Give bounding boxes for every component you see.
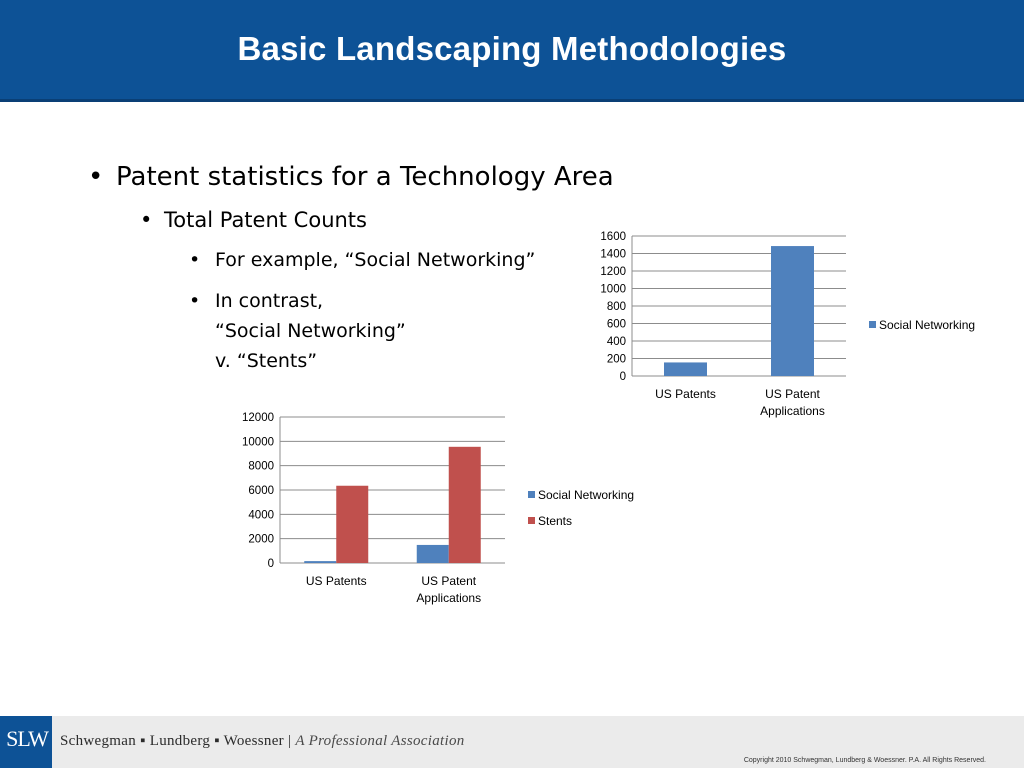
- y-tick-label: 600: [606, 318, 626, 331]
- x-category-label: Applications: [760, 404, 825, 418]
- bullet-line: “Social Networking”: [215, 320, 406, 342]
- bullet-text: Total Patent Counts: [164, 208, 367, 232]
- chart-social-networking: [560, 226, 1000, 426]
- bullet-text: Patent statistics for a Technology Area: [116, 162, 614, 192]
- bullet-level3-example: [189, 249, 535, 271]
- legend-label: Social Networking: [879, 318, 976, 332]
- bar-social-networking: [664, 362, 707, 376]
- firm-name-line: [60, 733, 465, 750]
- bullet-line: [189, 286, 406, 316]
- bar-social-networking: [771, 246, 814, 376]
- x-category-label: Applications: [416, 591, 482, 605]
- copyright-text: Copyright 2010 Schwegman, Lundberg & Woessner. P.A. All Rights Reserved.: [743, 757, 986, 764]
- bar-stents: [449, 447, 481, 563]
- legend-swatch: [528, 491, 535, 498]
- bullet-level1: [88, 162, 614, 192]
- bullet-dot-icon: •: [189, 290, 201, 312]
- legend-label: Social Networking: [538, 488, 635, 502]
- slide-title: Basic Landscaping Methodologies: [237, 30, 787, 67]
- chart-svg: [560, 226, 1000, 426]
- bullet-line: v. “Stents”: [215, 350, 318, 372]
- legend-swatch: [869, 321, 876, 328]
- logo-text: SLW: [6, 726, 48, 751]
- y-tick-label: 0: [267, 558, 274, 570]
- x-category-label: US Patent: [765, 387, 820, 401]
- bar-social-networking: [304, 561, 336, 563]
- chart-svg: [218, 406, 658, 616]
- legend-label: Stents: [538, 514, 573, 528]
- y-tick-label: 0: [619, 371, 626, 383]
- y-tick-label: 10000: [242, 436, 274, 449]
- y-tick-label: 400: [606, 336, 626, 348]
- x-category-label: US Patents: [655, 387, 716, 401]
- y-tick-label: 1600: [600, 231, 626, 243]
- firm-tagline: A Professional Association: [295, 733, 465, 749]
- firm-name: Schwegman ▪ Lundberg ▪ Woessner: [60, 733, 284, 749]
- bullet-level3-contrast: [189, 286, 406, 376]
- bullet-dot-icon: •: [140, 208, 153, 232]
- bullet-text: For example, “Social Networking”: [215, 249, 536, 271]
- y-tick-label: 4000: [248, 509, 274, 522]
- y-tick-label: 6000: [248, 485, 274, 497]
- y-tick-label: 12000: [242, 412, 274, 424]
- bullet-dot-icon: •: [189, 249, 201, 271]
- y-tick-label: 1400: [600, 248, 626, 261]
- y-tick-label: 8000: [248, 460, 274, 473]
- y-tick-label: 1200: [600, 266, 626, 278]
- x-category-label: US Patents: [305, 574, 367, 588]
- y-tick-label: 1000: [600, 283, 626, 296]
- bullet-dot-icon: •: [88, 162, 104, 192]
- firm-separator: |: [283, 733, 296, 749]
- chart-social-vs-stents: [218, 406, 658, 616]
- legend-swatch: [528, 517, 535, 524]
- bullet-text: In contrast,: [215, 290, 324, 312]
- y-tick-label: 2000: [248, 533, 274, 546]
- y-tick-label: 800: [606, 301, 626, 313]
- x-category-label: US Patent: [421, 574, 477, 588]
- y-tick-label: 200: [606, 353, 626, 366]
- bar-stents: [336, 486, 368, 563]
- bar-social-networking: [417, 545, 449, 563]
- bullet-level2: [140, 208, 367, 232]
